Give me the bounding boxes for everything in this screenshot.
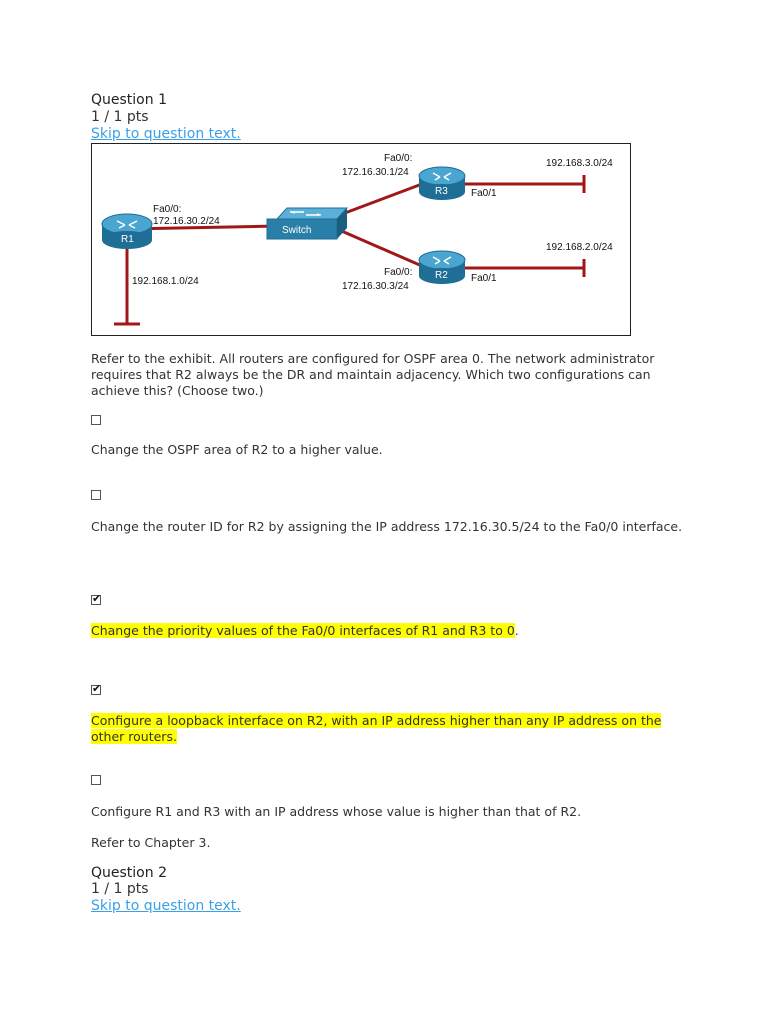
option-3-text: Change the priority values of the Fa0/0 interfaces of R1 and R3 to 0: [91, 623, 515, 638]
skip-to-question-link-2[interactable]: Skip to question text.: [91, 898, 241, 914]
router-r1-icon: [102, 214, 152, 249]
r3-lan-label: 192.168.3.0/24: [546, 158, 613, 169]
question-2-title: Question 2: [91, 865, 167, 881]
network-diagram: [92, 144, 630, 335]
option-3-checkbox[interactable]: [91, 592, 102, 605]
checkmark-icon: ✔: [92, 682, 102, 695]
r1-ip-label: 172.16.30.2/24: [153, 216, 220, 227]
switch-icon: [267, 208, 347, 239]
option-4-text: Configure a loopback interface on R2, with an IP address higher than any IP address on the other routers.: [91, 713, 662, 744]
r3-fa01-label: Fa0/1: [471, 188, 497, 199]
option-3-suffix: .: [514, 623, 519, 638]
option-4-row: [91, 713, 681, 745]
feedback-text: Refer to Chapter 3.: [91, 835, 211, 850]
option-2-checkbox[interactable]: [91, 490, 101, 500]
option-2-text: Change the router ID for R2 by assigning the IP address 172.16.30.5/24 to the Fa0/0 interface.: [91, 519, 683, 534]
checkmark-icon: ✔: [92, 592, 102, 605]
skip-to-question-link[interactable]: Skip to question text.: [91, 126, 241, 142]
router-r3-label: R3: [435, 186, 448, 197]
question-1-points: 1 / 1 pts: [91, 109, 149, 125]
r2-fa01-label: Fa0/1: [471, 273, 497, 284]
r2-interface-label: Fa0/0:: [384, 267, 413, 278]
router-r1-label: R1: [121, 234, 134, 245]
r2-ip-label: 172.16.30.3/24: [342, 281, 409, 292]
option-1-text: Change the OSPF area of R2 to a higher value.: [91, 442, 383, 457]
r2-lan-label: 192.168.2.0/24: [546, 242, 613, 253]
option-4-checkbox[interactable]: [91, 682, 102, 695]
option-1-checkbox[interactable]: [91, 415, 101, 425]
option-5-checkbox[interactable]: [91, 775, 101, 785]
option-5-text: Configure R1 and R3 with an IP address whose value is higher than that of R2.: [91, 804, 582, 819]
router-r3-icon: [419, 167, 465, 200]
r3-ip-label: 172.16.30.1/24: [342, 167, 409, 178]
cable-switch-r3: [337, 184, 422, 216]
question-1-text: Refer to the exhibit. All routers are configured for OSPF area 0. The network administrator requires that R2 always be the DR and maintain adjacency. Which two configurations can achieve this? (Choose two.): [91, 351, 655, 398]
router-r2-icon: [419, 251, 465, 284]
r1-interface-label: Fa0/0:: [153, 204, 182, 215]
question-1-title: Question 1: [91, 92, 167, 108]
router-r2-label: R2: [435, 270, 448, 281]
r3-interface-label: Fa0/0:: [384, 153, 413, 164]
question-2-points: 1 / 1 pts: [91, 881, 149, 897]
switch-label: Switch: [282, 225, 312, 236]
option-3-row: [91, 623, 691, 639]
cable-switch-r2: [337, 229, 422, 266]
network-exhibit: [91, 143, 631, 336]
r1-lan-label: 192.168.1.0/24: [132, 276, 199, 287]
